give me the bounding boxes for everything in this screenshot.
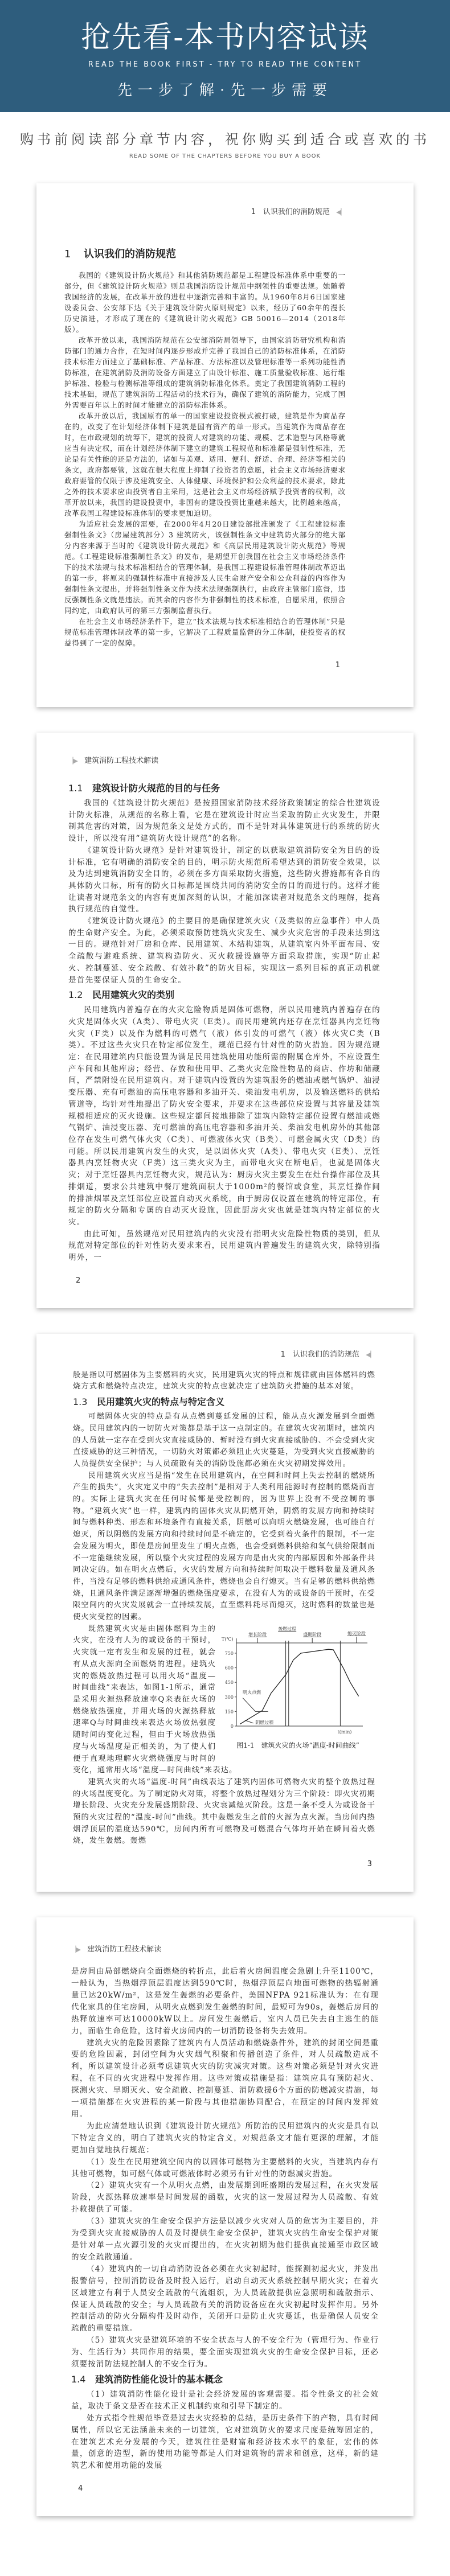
list-item: （5）建筑火灾是建筑环境的不安全状态与人的不安全行为（管理行为、作业行为、生活行为）共同作用的结果，要全面实现建筑火灾的生命安全保护目标，还必须要按消防法规控制人的不安全行为。 [71, 2336, 379, 2369]
y-tick-label: 750 [224, 1650, 234, 1656]
page-number: 3 [367, 1860, 372, 1869]
right-arrow-marker-icon: ▕▶ [71, 1946, 85, 1954]
preview-banner [0, 0, 450, 112]
banner-title: 抢先看-本书内容试读 [81, 20, 369, 55]
list-item: （3）建筑火灾的生命安全保护方法是以减少火灾对人员的危害为主要目的，并为受到火灾直接威胁的人员及时提供生命安全保护，建筑火灾的生命安全保护对策是针对单一点火源引发的火灾而提出的，在火灾初期为他们提供直接通至市政区域的安全疏散通道。 [71, 2217, 379, 2262]
page-body [71, 1966, 379, 2472]
running-head [73, 1350, 375, 1359]
stage-label: 增长阶段 [248, 1632, 267, 1637]
page-body [68, 779, 381, 1264]
figure-caption: 图1-1 建筑火灾的火场“温度-时间曲线” [236, 1741, 359, 1749]
paragraph: 为此应清楚地认识到《建筑设计防火规范》所防治的民用建筑内的火灾是具有以下特定含义的，明白了建筑火灾的特定含义，对规范条文才能有更深的理解，才能更加自觉地执行规范： [71, 2121, 379, 2155]
y-axis-label: T(℃) [222, 1636, 234, 1642]
right-arrow-marker-icon: ▕▶ [68, 757, 82, 765]
paragraph: 改革开放以来，我国消防规范在公安部消防局领导下，由国家消防研究机构和消防部门的通力合作，在短时间内逐步形成并完善了我国自己的消防标准体系，在消防技术标准方面建立了基础标准、产品标准、方法标准以及管理标准等一系列功能性消防标准，在建筑消防及消防设备方面建立了由设计标准、施工质量验收标准、运行维护标准、检验与检测标准等组成的建筑消防标准化体系。奠定了我国建筑消防工程的技术基础，规范了建筑消防工程活动的技术行为，确保了建筑的消防能力，完成了国外需要百年以上的时间才能建立的消防标准体系。 [64, 336, 346, 409]
banner-english: READ THE BOOK FIRST - TRY TO READ THE CONTENT [88, 60, 362, 69]
x-axis-label: t(min) [337, 1729, 352, 1735]
section-title: 建筑消防性能化设计的基本概念 [95, 2373, 223, 2385]
annotation-smoldering: 阴燃过程 [255, 1720, 274, 1725]
section-number: 1.1 [68, 783, 83, 794]
running-head-text: 建筑消防工程技术解读 [84, 757, 159, 765]
annotation-open-flame: 明火点燃 [243, 1690, 261, 1695]
stage-label: 盛期阶段 [303, 1632, 322, 1637]
list-item: （1）发生在民用建筑空间内的以固体可燃物为主要燃料的火灾，当建筑内存有其他可燃物，如可燃气体或可燃液体时必须另有针对性的防燃减灾措施。 [71, 2157, 379, 2179]
book-page-3 [36, 1334, 414, 1892]
section-number: 1.4 [71, 2373, 86, 2385]
section-heading [71, 2370, 379, 2389]
y-tick-label: 300 [224, 1694, 234, 1700]
page-number: 1 [335, 661, 340, 669]
page-number: 4 [78, 2484, 83, 2493]
paragraph: 既然建筑火灾是由固体燃料为主的火灾，在没有人为的或设备的干预时，火灾就一定有发生和发展的过程，就会有从点火源向全面燃烧的进程。建筑火灾的燃烧放热过程可以用火场“温度—时间曲线”来表达，如图1-1所示，通常是采用火源热释放速率Q来表征火场的燃烧放热强度，并用火场的火源热释放速率Q与时间曲线来表达火场放热强度随时间的变化过程，但由于火场放热强度与火场温度是正相关的，为了使人们便于直观地理解火灾燃烧强度与时间的变化，通常用火场“温度—时间曲线”来表达。 [73, 1624, 238, 1775]
section-heading [68, 986, 381, 1004]
list-item: （2）建筑火灾有一个从明火点燃，由发展期到旺盛期的发展过程，在火灾发展阶段，火源热释放速率是时间发展的函数，火灾的这一发展过程为人员疏散、有效扑救提供了可能。 [71, 2181, 379, 2215]
section-heading [73, 1393, 375, 1411]
page-body [73, 1370, 375, 1847]
paragraph: 改革开放以后，我国原有的单一的国家建设投资模式被打破，建筑是作为商品存在的，改变了在计划经济体制下建筑是国有资产的单一形式。当建筑作为商品存在时，在市政规划的统筹下，建筑的投资人对建筑的功能、规模、艺术造型与风格等就应当有决定权，而在计划经济体制下建立的建筑工程规范和标准都是强制性标准，无论是有关性能的还是方法的，诸如与美观、适用、便利、舒适、合理、经济等相关的条文，政府都要管，这就在很大程度上抑制了投资者的意愿，社会主义市场经济要求政府要管的仅限于涉及建筑安全、人体健康、环境保护和公众利益的技术要求，除此之外的技术要求应由投资者自主采用，这是社会主义市场经济赋予投资者的权利，改革开放以来，我国的建设投资中，非国有的建设投资比重越来越大，比例越来越高，改革我国工程建设标准体制的要求更加迫切。 [64, 412, 346, 517]
paragraph: 是房间由局部燃烧向全面燃烧的转折点，此后着火房间温度会急剧上升至1100℃，一般认为，当热烟浮顶层温度达到590℃时，热烟浮顶层向地面可燃物的热辐射通量已达20kW/m²，这是发生轰燃的必要条件，美国NFPA 921标准认为：在有现代化家具的住宅房间，从明火点燃到发生轰燃的时间，最短可为90s，轰燃后房间的热释放速率可达10000kW以上。房间发生轰燃后，室内人员已失去自主逃生的能力，面临生命危险，这时着火房间内的一切消防设备将失去效用。 [71, 1967, 379, 2036]
paragraph: 由此可知，虽然规范对民用建筑内的火灾没有指明火灾危险性物质的类别，但从规范对特定部位的针对性防火要求来看，民用建筑内普遍发生的建筑火灾，除特别指明外，一 [68, 1229, 381, 1263]
running-head [68, 757, 381, 766]
paragraph: 我国的《建筑设计防火规范》和其他消防规范都是工程建设标准体系中重要的一部分，但《建筑设计防火规范》则是我国消防设计规范中纲领性的重要法规。她随着我国经济的发展，在改革开放的进程中逐渐完善和丰富的。从1960年8月6日国家建设委员会、公安部下达《关于建筑设计防火原则规定》以来，经历了60余年的漫长历史演进，才形成了现在的《建筑设计防火规范》GB 50016—2014（2018年版）。 [64, 271, 346, 334]
paragraph: 建筑火灾的危险因素除了建筑内有人员活动和燃烧条件外，建筑的封闭空间是重要的危险因素，封闭空间为火灾烟气积聚和传播创造了条件，对人员疏散造成不利，所以建筑设计必须考虑建筑火灾的防灾减灾对策。这些对策必须是针对火灾进程，在不同的火灾进程中发挥作用。这些对策或措施是指：建筑应具有预防起火、探测火灾、早期灭火、安全疏散、控制蔓延、消防救援6个方面的防燃减灾措施，每一项措施都在火灾进程的某一阶段与其他措施协同配合，在预定的时间内发挥效用。 [71, 2038, 379, 2119]
paragraph: 在社会主义市场经济条件下，建立“技术法规与技术标准相结合的管理体制”只是规范标准管理体制改革的第一步，它解决了工程质量监督的分工体制，使投资者的权益得到了一定的保障。 [64, 617, 346, 647]
running-head-text: 1 认识我们的消防规范 [251, 208, 330, 216]
intro-subtitle: 购书前阅读部分章节内容，祝你购买到适合或喜欢的书 [20, 132, 430, 147]
section-number: 1.3 [73, 1396, 88, 1408]
chapter-title [64, 248, 346, 261]
paragraph: （1）建筑消防性能化设计是社会经济发展的客观需要。指令性条文的社会效益，取决于条文是否在技术正义机制约束和引导下制定的。 [71, 2389, 379, 2411]
paragraph: 建筑火灾的火场“温度-时间”曲线表达了建筑内固体可燃物火灾的整个放热过程的火场温度变化。为了制定防火对策，将整个放热过程划分为三个阶段：即火灾初期增长阶段、火灾充分发展盛期阶段、火灾衰减熄灭阶段。这是一条不受人为或设备干预的火灾过程的“温度-时间”曲线。其中轰燃发生之前的火源为点火源。当房间内热烟浮顶层的温度达590℃，房间内所有可燃物及可燃混合气体均开始在瞬间着火燃烧，发生轰燃。轰燃 [73, 1777, 375, 1846]
annotation-leader [243, 1698, 268, 1711]
stage-label: 熄灭阶段 [347, 1630, 366, 1636]
running-head [71, 1945, 379, 1954]
paragraph: 可燃固体火灾的特点是有从点燃到蔓延发展的过程，能从点火源发展到全面燃烧。民用建筑内的一切防火对策都是基于这一点制定的。在建筑火灾初期时，建筑内的人员就一定存在受到火灾直接威胁的、暂时没有到火灾直接威胁的、不会受到火灾直接威胁的这三种情况，一切防火对策都必须阻止火灾蔓延，为受到火灾直接威胁的人员提供安全保护；与人员疏散有关的消防设施都必须在火灾初期发挥效用。 [73, 1412, 375, 1468]
banner-slogan: 先一步了解·先一步需要 [117, 82, 333, 99]
y-tick-label: 450 [224, 1679, 234, 1685]
chapter-title-text: 认识我们的消防规范 [84, 248, 176, 260]
section-title: 民用建筑火灾的特点与特定含义 [97, 1396, 225, 1408]
temperature-time-chart [220, 1624, 375, 1737]
stage-label: 轰燃过程 [278, 1626, 297, 1632]
section-heading [68, 779, 381, 798]
paragraph: 民用建筑火灾应当是指“发生在民用建筑内，在空间和时间上失去控制的燃烧所产生的损失”，火灾定义中的“失去控制”是相对于人类利用能源时有控制的燃烧而言的。实际上建筑火灾在任何时候都是受控制的，因为世界上没有不受控制的事物。“建筑火灾”也一样，建筑内的固体火灾从阴燃开始，阴燃的发展方向和持续时间与燃料种类、形态和环境条件有直接关系，阴燃可以向明火燃烧发展，也可能自行熄灭，所以阴燃的发展方向和持续时间是不确定的，它受到着火条件的限制，不一定会发展为明火，即使是房间里发生了明火点燃，也会受到燃料供给和氧气供给限制而不一定能继续发展，所以整个火灾过程的发展方向是由火灾的内部原因和外部条件共同决定的。如在明火点燃后，火灾的发展方向和持续时间取决于燃料数量及通风条件，当没有足够的燃料供给或通风条件，燃烧也会自行熄灭。当有足够的燃料供给燃烧，且通风条件满足逐渐增强的燃烧强度要求，在没有人为的或设备的干预时，在受限空间内的火灾发展就会一直持续发展，直至燃料耗尽而熄灭，这时燃料的数量也是使火灾受控的因素。 [73, 1471, 375, 1622]
section-number: 1.2 [68, 989, 83, 1001]
running-head-text: 建筑消防工程技术解读 [87, 1945, 162, 1954]
paragraph: 民用建筑内普遍存在的火灾危险物质是固体可燃物，所以民用建筑内普遍存在的火灾是固体火灾（A类）、带电火灾（E类）。而民用建筑内还存在烹饪器具内烹饪物火灾（F类）以及作为燃料的可燃气（液）体引发的可燃气（液）体火灾C类（B类）。不过这些火灾只在特定部位发生，规范已经有针对性的防火措施。因为规范规定：在民用建筑内只能设置为满足民用建筑使用功能所需的附属仓库外，不应设置生产车间和其他库房；经营、存放和使用甲、乙类火灾危险性物品的商店、作坊和储藏间，严禁附设在民用建筑内。对于建筑内设置的为建筑服务的燃油或燃气锅炉、油浸变压器、充有可燃油的高压电容器和多油开关、柴油发电机房，以及输送燃料的供给管道等，均针对性地提出了防火安全要求，并要求在这些部位应设置与其容量及建筑规模相适应的灭火设施。这些规定都间接地排除了建筑内除特定部位设置有燃油或燃气锅炉、油浸变压器、充可燃油的高压电容器和多油开关、柴油发电机房外的其他部位存在发生可燃气体火灾（C类）、可燃液体火灾（B类）、可燃金属火灾（D类）的可能。所以民用建筑内发生的火灾，是以固体火灾（A类）、带电火灾（E类）、烹饪器具内烹饪物火灾（F类）这三类火灾为主，而带电火灾在断电后，也就是固体火灾；对于烹饪器具内烹饪物火灾，规范认为：厨房火灾主要发生在灶台操作部位及其排烟道，要求公共建筑中餐厅建筑面积大于1000m²的餐馆或食堂，其烹饪操作间的排油烟罩及烹饪部位应设置自动灭火系统，由于厨房仅设置在建筑的特定部位，有规定的防火分隔和专属的自动灭火设施，因此厨房火灾也就是建筑内特定部位的火灾。 [68, 1005, 381, 1227]
paragraph: 我国的《建筑设计防火规范》是按照国家消防技术经济政策制定的综合性建筑设计防火标准，从规范的名称上看，它是在建筑设计时应当采取的防止火灾发生，并限制其危害的对策，因为规范条文是处方式的，而不是针对具体建筑进行的系统的防火设计，所以没有用“建筑防火设计规范”的名称。 [68, 799, 381, 844]
book-pages [0, 183, 450, 2576]
left-arrow-marker-icon: ◀▏ [362, 1350, 375, 1358]
page-body [64, 270, 346, 648]
figure-temperature-time-curve [220, 1624, 375, 1750]
y-tick-label: 600 [224, 1665, 234, 1671]
book-page-1 [36, 183, 414, 707]
running-head [64, 208, 346, 217]
paragraph: 为适应社会发展的需要，在2000年4月20日建设部批准颁发了《工程建设标准强制性条文》（房屋建筑部分）3 建筑防火，该强制性条文中建筑防火部分的绝大部分内容来源于当时的《建筑设计防火规范》和《高层民用建筑设计防火规范》等规范。《工程建设标准强制性条文》的发布，是期望开创我国在社会主义市场经济条件下的技术法规与技术标准相结合的管理体制，是我国工程建设标准管理体制改革迈出的第一步，将原来的强制性标准中直接涉及人民生命财产安全和公众利益的内容作为强制性条文提出，并将强制性条文作为技术法规强制执行，由政府主管部门监督，违反强制性条文就是违法。而其余的内容作为非强制性的技术标准，自愿采用，依照合同约定，由政府认可的第三方强制监督执行。 [64, 520, 346, 615]
list-item: （4）建筑内的一切自动消防设备必须在火灾初起时，能探测初起火灾，并发出报警信号，控制消防设备及时投入运行，启动自动灭火系统控制早期火灾；在着火区域建立有利于人员安全疏散的气流组织，为人员疏散提供应急照明和疏散指示、保证人员疏散的安全；与人员疏散有关的消防设备应在火灾初起时发挥作用。另外控制活动的防火分隔构件及时动作，关闭开口是防止火灾蔓延，也是确保人员安全疏散的重要措施。 [71, 2264, 379, 2333]
book-page-4 [36, 1917, 414, 2516]
section-title: 建筑设计防火规范的目的与任务 [92, 783, 220, 794]
section-title: 民用建筑火灾的类别 [92, 989, 175, 1001]
page-number: 2 [76, 1276, 81, 1285]
temperature-curve [240, 1649, 358, 1724]
book-page-2 [36, 733, 414, 1308]
y-tick-label: 0 [230, 1723, 234, 1729]
paragraph: 般是指以可燃固体为主要燃料的火灾，民用建筑火灾的特点和规律就由固体燃料的燃烧方式和燃烧特点决定，建筑火灾的特点也就决定了建筑防火措施的基本对策。 [73, 1370, 375, 1391]
paragraph: 《建筑设计防火规范》是针对建筑设计，制定的以获取建筑消防安全为目的的设计标准，它有明确的消防安全的目的，明示防火规范所希望达到的消防安全效果，以及为达到建筑消防安全目的，必须在多方面采取防火措施，这些防火措施都有各自的具体防火目标，所有的防火目标都是围绕共同的消防安全的目的而进行的。这样才能让读者对规范条文的内容有更加深刻的认识，才能加深读者对规范条文的理解，提高执行规范的自觉性。 [68, 845, 381, 914]
intro-english: READ SOME OF THE CHAPTERS BEFORE YOU BUY A BOOK [129, 153, 321, 159]
left-arrow-marker-icon: ◀▏ [332, 208, 346, 216]
paragraph: 《建筑设计防火规范》的主要目的是确保建筑火灾（及类似的应急事件）中人员的生命财产安全。为此，必须采取预防建筑火灾发生、减少火灾危害的手段来达到这一目的。规范针对厂房和仓库、民用建筑、木结构建筑，从建筑室内外平面布局、安全疏散与避难系统、建筑构造防火、灭火救援设施等方面采取措施，实现“防止起火、控制蔓延、安全疏散、有效扑救”的防火目标，实现这一系列目标的真正动机就是首先要保证人员的生命安全。 [68, 917, 381, 985]
annotation-leader [245, 1720, 253, 1723]
running-head-text: 1 认识我们的消防规范 [280, 1350, 359, 1359]
chapter-number: 1 [64, 248, 71, 260]
paragraph: 处方式指令性规范毕竟是过去火灾经验的总结，是历史条件下的产物，具有时间属性，所以它无法涵盖未来的一切建筑，它对建筑防火的要求尺度是统筹固定的，在建筑艺术充分发展的今天，建筑往往是财富和经济技术水平的象征，宏伟的体量，创意的造型，新的使用功能等都是人们对建筑物的需求和创意，这样，新的建筑艺术和使用功能的发展 [71, 2413, 379, 2471]
y-tick-label: 150 [224, 1709, 234, 1715]
